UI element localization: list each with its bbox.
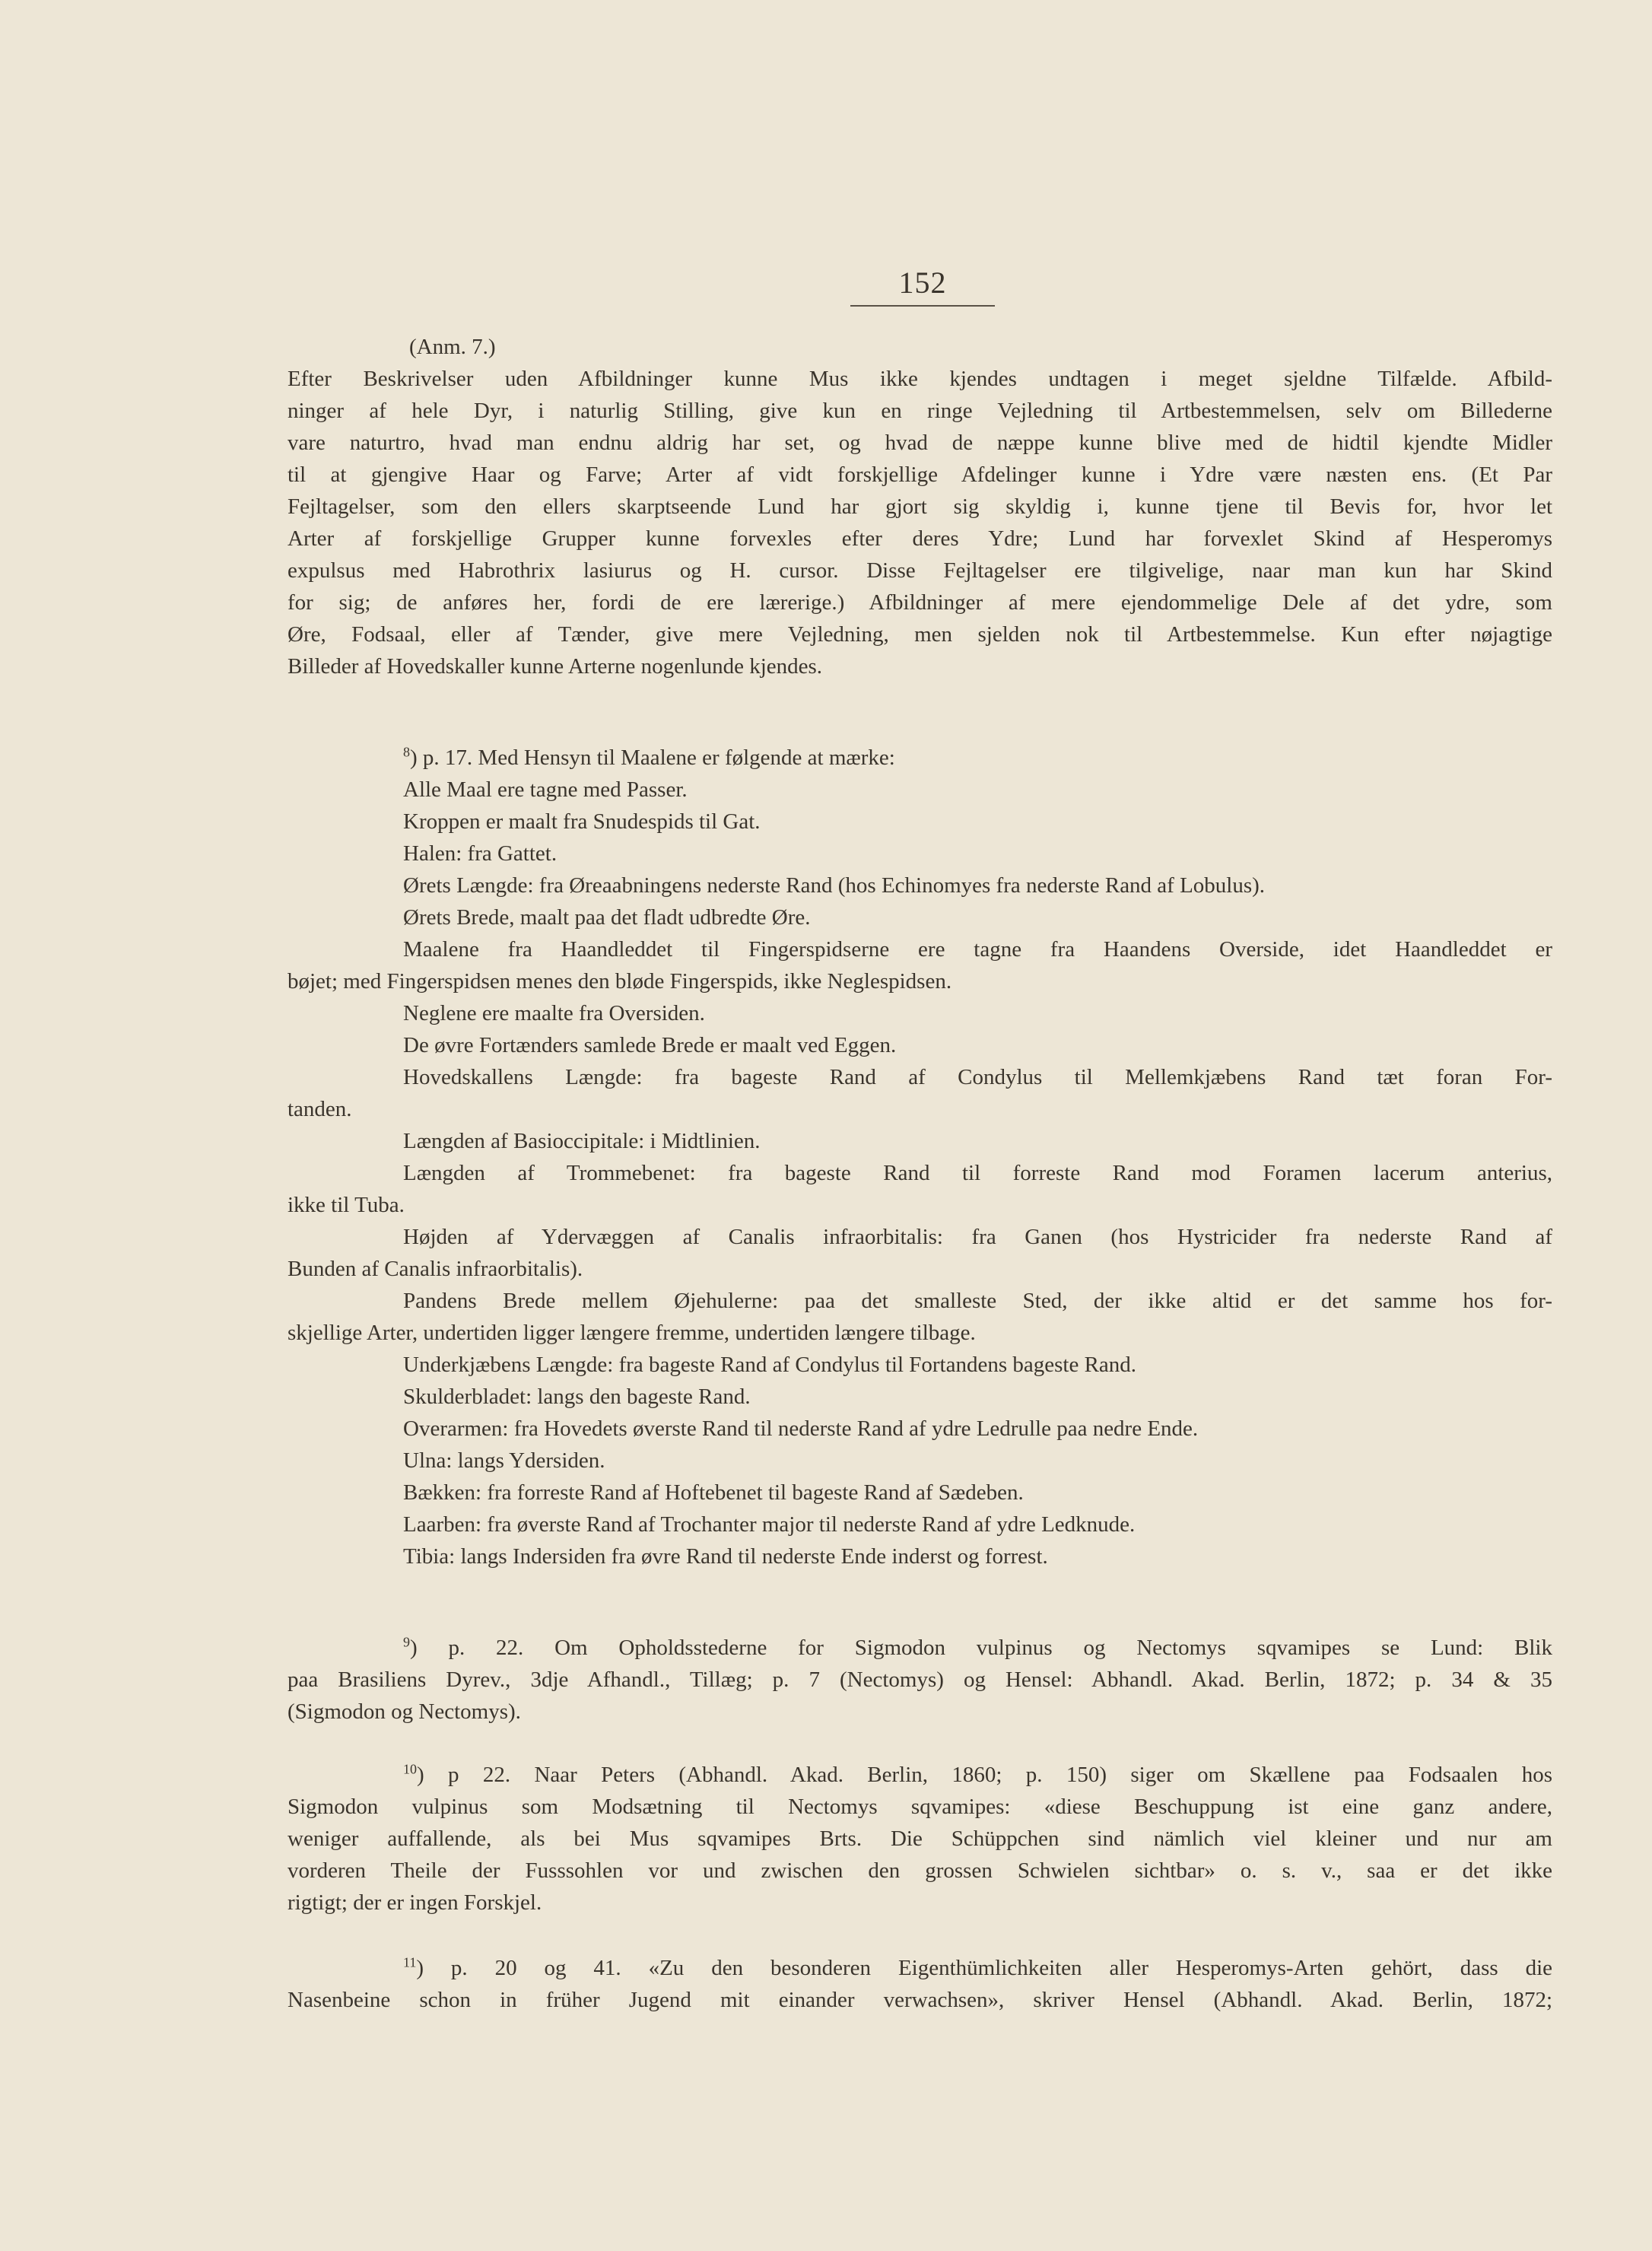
note-label: (Anm. 7.)	[409, 335, 496, 359]
text-line: ) p. 17. Med Hensyn til Maalene er følgende at mærke:	[410, 746, 895, 770]
text-line: ninger af hele Dyr, i naturlig Stilling, give kun en ringe Vejledning til Artbestemmelsen, selv om Billederne	[288, 399, 1552, 423]
text-line: rigtigt; der er ingen Forskjel.	[288, 1890, 542, 1915]
footnote-marker: 8	[403, 744, 410, 760]
text-line: Nasenbeine schon in früher Jugend mit einander verwachsen», skriver Hensel (Abhandl. Akad. Berlin, 1872;	[288, 1988, 1552, 2012]
text-line: (Sigmodon og Nectomys).	[288, 1699, 521, 1724]
text-line: Arter af forskjellige Grupper kunne forvexles efter deres Ydre; Lund har forvexlet Skind af Hesperomys	[288, 526, 1552, 551]
page-number: 152	[850, 265, 995, 307]
text-line: Øre, Fodsaal, eller af Tænder, give mere Vejledning, men sjelden nok til Artbestemmelse. Kun efter nøjagtige	[288, 622, 1552, 647]
text-line: Længden af Basioccipitale: i Midtlinien.	[403, 1129, 761, 1153]
text-line: De øvre Fortænders samlede Brede er maalt ved Eggen.	[403, 1033, 897, 1057]
text-line: Maalene fra Haandleddet til Fingerspidserne ere tagne fra Haandens Overside, idet Haandleddet er	[403, 937, 1552, 962]
text-line: Bækken: fra forreste Rand af Hoftebenet til bageste Rand af Sædeben.	[403, 1480, 1024, 1505]
text-line: Pandens Brede mellem Øjehulerne: paa det smalleste Sted, der ikke altid er det samme hos for-	[403, 1289, 1552, 1313]
footnote-marker: 10	[403, 1761, 417, 1777]
footnote-first-line	[288, 1952, 1552, 1984]
text-line: Efter Beskrivelser uden Afbildninger kunne Mus ikke kjendes undtagen i meget sjeldne Tilfælde. Afbild-	[288, 367, 1552, 391]
text-line: Underkjæbens Længde: fra bageste Rand af Condylus til Fortandens bageste Rand.	[403, 1353, 1137, 1377]
text-line: Ørets Brede, maalt paa det fladt udbredte Øre.	[403, 905, 811, 930]
text-line: ) p. 22. Om Opholdsstederne for Sigmodon vulpinus og Nectomys sqvamipes se Lund: Blik	[410, 1636, 1552, 1660]
text-line: Ørets Længde: fra Øreaabningens nederste Rand (hos Echinomyes fra nederste Rand af Lobulus).	[403, 873, 1266, 898]
text-line: expulsus med Habrothrix lasiurus og H. cursor. Disse Fejltagelser ere tilgivelige, naar man kun har Skind	[288, 558, 1552, 583]
note-7	[288, 331, 1552, 682]
footnote-marker: 9	[403, 1634, 410, 1650]
text-line: Bunden af Canalis infraorbitalis).	[288, 1257, 583, 1281]
text-line: bøjet; med Fingerspidsen menes den bløde Fingerspids, ikke Neglespidsen.	[288, 969, 952, 994]
text-line: Ulna: langs Ydersiden.	[403, 1448, 605, 1473]
text-line: Længden af Trommebenet: fra bageste Rand til forreste Rand mod Foramen lacerum anterius,	[403, 1161, 1552, 1185]
text-line: Skulderbladet: langs den bageste Rand.	[403, 1385, 751, 1409]
text-line: vare naturtro, hvad man endnu aldrig har set, og hvad de næppe kunne blive med de hidtil kjendte Midler	[288, 431, 1552, 455]
text-line: til at gjengive Haar og Farve; Arter af vidt forskjellige Afdelinger kunne i Ydre være næsten ens. (Et Par	[288, 463, 1552, 487]
text-line: ) p 22. Naar Peters (Abhandl. Akad. Berlin, 1860; p. 150) siger om Skællene paa Fodsaalen hos	[417, 1763, 1552, 1787]
text-line: ) p. 20 og 41. «Zu den besonderen Eigenthümlichkeiten aller Hesperomys-Arten gehört, dass die	[416, 1956, 1552, 1980]
footnote-first-line	[288, 1759, 1552, 1791]
footnote-11	[288, 1952, 1552, 2016]
text-line: Halen: fra Gattet.	[403, 841, 558, 866]
text-line: Tibia: langs Indersiden fra øvre Rand til nederste Ende inderst og forrest.	[403, 1544, 1048, 1569]
text-line: for sig; de anføres her, fordi de ere lærerige.) Afbildninger af mere ejendommelige Dele af det ydre, som	[288, 590, 1552, 615]
text-line: weniger auffallende, als bei Mus sqvamipes Brts. Die Schüppchen sind nämlich viel kleiner und nur am	[288, 1827, 1552, 1851]
text-line: Neglene ere maalte fra Oversiden.	[403, 1001, 705, 1025]
text-line: Sigmodon vulpinus som Modsætning til Nectomys sqvamipes: «diese Beschuppung ist eine ganz andere,	[288, 1795, 1552, 1819]
text-line: Hovedskallens Længde: fra bageste Rand af Condylus til Mellemkjæbens Rand tæt foran For-	[403, 1065, 1552, 1089]
text-line: paa Brasiliens Dyrev., 3dje Afhandl., Tillæg; p. 7 (Nectomys) og Hensel: Abhandl. Akad. Berlin, 1872; p. 34 & 35	[288, 1668, 1552, 1692]
text-line: Laarben: fra øverste Rand af Trochanter major til nederste Rand af ydre Ledknude.	[403, 1512, 1136, 1537]
text-line: Overarmen: fra Hovedets øverste Rand til nederste Rand af ydre Ledrulle paa nedre Ende.	[403, 1416, 1199, 1441]
text-line: Højden af Ydervæggen af Canalis infraorbitalis: fra Ganen (hos Hystricider fra nederste Rand af	[403, 1225, 1552, 1249]
text-line: skjellige Arter, undertiden ligger længere fremme, undertiden længere tilbage.	[288, 1321, 976, 1345]
text-line: ikke til Tuba.	[288, 1193, 405, 1217]
footnote-9	[288, 1632, 1552, 1728]
text-line: tanden.	[288, 1097, 352, 1121]
footnote-first-line	[288, 1632, 1552, 1664]
text-line: Kroppen er maalt fra Snudespids til Gat.	[403, 809, 761, 834]
footnote-8	[288, 742, 1552, 1572]
text-line: Fejltagelser, som den ellers skarptseende Lund har gjort sig skyldig i, kunne tjene til Bevis for, hvor let	[288, 494, 1552, 519]
text-line: Alle Maal ere tagne med Passer.	[403, 777, 688, 802]
footnote-first-line	[288, 742, 1552, 774]
footnote-10	[288, 1759, 1552, 1919]
footnote-marker: 11	[403, 1954, 417, 1970]
text-line: vorderen Theile der Fusssohlen vor und zwischen den grossen Schwielen sichtbar» o. s. v., saa er det ikke	[288, 1858, 1552, 1883]
text-line: Billeder af Hovedskaller kunne Arterne nogenlunde kjendes.	[288, 654, 823, 679]
